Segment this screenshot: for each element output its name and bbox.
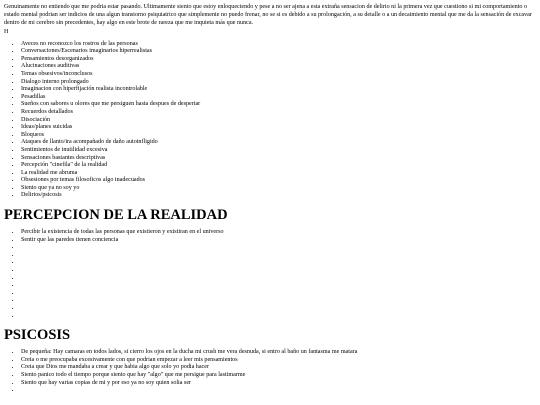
list-item: • De pequeña: Hay camaras en todos lados, si cierro los ojos en la ducha mi crush me vera desnuda, si entro al baño un fantasma me matara <box>21 349 536 357</box>
list-item: • Ataques de llanto/ira acompañado de daño autoinfligido <box>21 139 536 147</box>
list-item: • Pesadillas <box>21 94 536 102</box>
list-item: • Percibir la existencia de todas las personas que existieron y existiran en el universo <box>21 229 536 237</box>
list-item: • Creia o me preocupaba excesivamente con que podrian empezar a leer mis pensamientos <box>21 357 536 365</box>
list-item: • Percepción "cinefila" de la realidad <box>21 162 536 170</box>
list-item: • Ideas/planes suicidas <box>21 124 536 132</box>
list-item <box>21 252 536 260</box>
perception-list <box>4 229 536 320</box>
list-item: • Creia que Dios me mandaba a crear y que habia algo que solo yo podia hacer <box>21 364 536 372</box>
intro-paragraph: Genuinamente no entiendo que me podria estar pasando. Ultimamente siento que estoy enloqueciendo y pese a no ser ajena a esta extraña sensacion de delirio ni la primera vez que cuestiono si mi comportamiento o estado mental podrian ser indicios de una algun transtorno psiquiatrico que simplemente no puedo frenar, no se si es debido a su prolongación, a su detalle o a un decaimiento mental que me da la sensación de excavar dentro de mi cerebro sin precedentes, hay algo en este brote de rareza que me inquieta más que nunca. <box>4 4 532 27</box>
list-item <box>21 313 536 321</box>
list-item: • Sentimientos de inutilidad excesiva <box>21 147 536 155</box>
list-item: • La realidad me abruma <box>21 170 536 178</box>
list-item <box>21 282 536 290</box>
list-item: • Aveces no reconozco los rostros de las personas <box>21 41 536 49</box>
list-item <box>21 290 536 298</box>
list-item: • Temas obsesivos/inconclusos <box>21 71 536 79</box>
section-heading-psychosis: PSICOSIS <box>4 327 71 344</box>
list-item: • Conversaciones/Escenarios imaginarios hiperrealistas <box>21 48 536 56</box>
list-item <box>21 387 536 395</box>
psychosis-list <box>4 349 536 395</box>
list-item: • Siento que hay varias copias de mi y por eso ya no soy quien solia ser <box>21 380 536 388</box>
list-item: • Obsesiones por temas filosoficos algo inadecuados <box>21 177 536 185</box>
list-item: • Dialogo interno prolongado <box>21 79 536 87</box>
section-heading-perception: PERCEPCION DE LA REALIDAD <box>4 207 228 224</box>
list-item <box>21 259 536 267</box>
list-item: • Pensamientos desorganizados <box>21 56 536 64</box>
list-item: • Imaginacion con hiperfijación realista incontrolable <box>21 86 536 94</box>
list-item: • Recuerdos detallados <box>21 109 536 117</box>
list-item <box>21 297 536 305</box>
list-item: • Siento panico todo el tiempo porque siento que hay "algo" que me persigue para lastimarme <box>21 372 536 380</box>
list-item: • Sentir que las paredes tienen conciencia <box>21 237 536 245</box>
stray-initial: H <box>4 28 9 35</box>
list-item: • Bloqueos <box>21 132 536 140</box>
list-item <box>21 267 536 275</box>
list-item <box>21 244 536 252</box>
list-item <box>21 275 536 283</box>
symptom-list <box>4 41 536 200</box>
list-item: • Disociación <box>21 117 536 125</box>
list-item: • Sensaciones bastantes descriptivas <box>21 155 536 163</box>
list-item: • Alucinaciones auditivas <box>21 63 536 71</box>
list-item: • Siento que ya no soy yo <box>21 185 536 193</box>
list-item: • Sueños con sabores u olores que me persiguen hasta despues de despertar <box>21 101 536 109</box>
list-item <box>21 305 536 313</box>
list-item: • Delirios/psicosis <box>21 192 536 200</box>
